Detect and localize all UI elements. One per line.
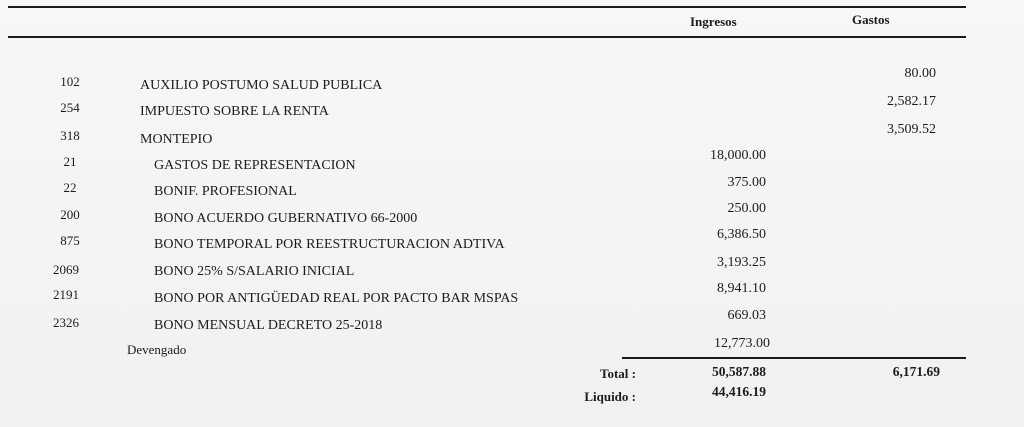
devengado-value: 12,773.00	[714, 336, 770, 351]
top-rule	[8, 6, 966, 8]
devengado-label: Devengado	[127, 342, 187, 357]
row-code: 21	[63, 154, 77, 169]
total-label: Total :	[600, 366, 636, 381]
row-code: 2069	[53, 262, 79, 277]
row-description: BONO 25% S/SALARIO INICIAL	[154, 264, 355, 279]
row-ingreso: 8,941.10	[717, 281, 766, 296]
row-description: AUXILIO POSTUMO SALUD PUBLICA	[140, 78, 383, 93]
row-description: GASTOS DE REPRESENTACION	[154, 158, 356, 173]
row-gasto: 3,509.52	[887, 122, 936, 137]
row-code: 254	[60, 100, 80, 115]
row-ingreso: 250.00	[727, 201, 766, 216]
row-description: IMPUESTO SOBRE LA RENTA	[140, 104, 329, 119]
liquido-label: Liquido :	[584, 389, 636, 404]
total-gastos: 6,171.69	[892, 364, 940, 379]
header-bottom-rule	[8, 36, 966, 38]
row-code: 2191	[53, 287, 79, 302]
row-ingreso: 375.00	[727, 175, 766, 190]
header-gastos: Gastos	[852, 12, 890, 27]
row-description: BONO POR ANTIGÜEDAD REAL POR PACTO BAR MSPAS	[154, 291, 519, 306]
row-ingreso: 669.03	[727, 308, 766, 323]
row-description: BONO MENSUAL DECRETO 25-2018	[154, 318, 383, 333]
row-ingreso: 3,193.25	[717, 255, 766, 270]
liquido-value: 44,416.19	[712, 384, 766, 399]
row-code: 102	[60, 74, 80, 89]
row-code: 200	[60, 207, 80, 222]
row-description: BONO ACUERDO GUBERNATIVO 66-2000	[154, 211, 418, 226]
total-ingresos: 50,587.88	[712, 364, 766, 379]
row-gasto: 2,582.17	[887, 94, 936, 109]
header-ingresos: Ingresos	[690, 14, 737, 29]
row-description: BONO TEMPORAL POR REESTRUCTURACION ADTIVA	[154, 237, 505, 252]
row-ingreso: 18,000.00	[710, 148, 766, 163]
row-code: 22	[63, 180, 77, 195]
row-description: BONIF. PROFESIONAL	[154, 184, 297, 199]
row-code: 2326	[53, 315, 79, 330]
row-gasto: 80.00	[904, 66, 936, 81]
row-code: 875	[60, 233, 80, 248]
total-rule	[622, 357, 966, 359]
row-description: MONTEPIO	[140, 132, 213, 147]
row-ingreso: 6,386.50	[717, 227, 766, 242]
row-code: 318	[60, 128, 80, 143]
